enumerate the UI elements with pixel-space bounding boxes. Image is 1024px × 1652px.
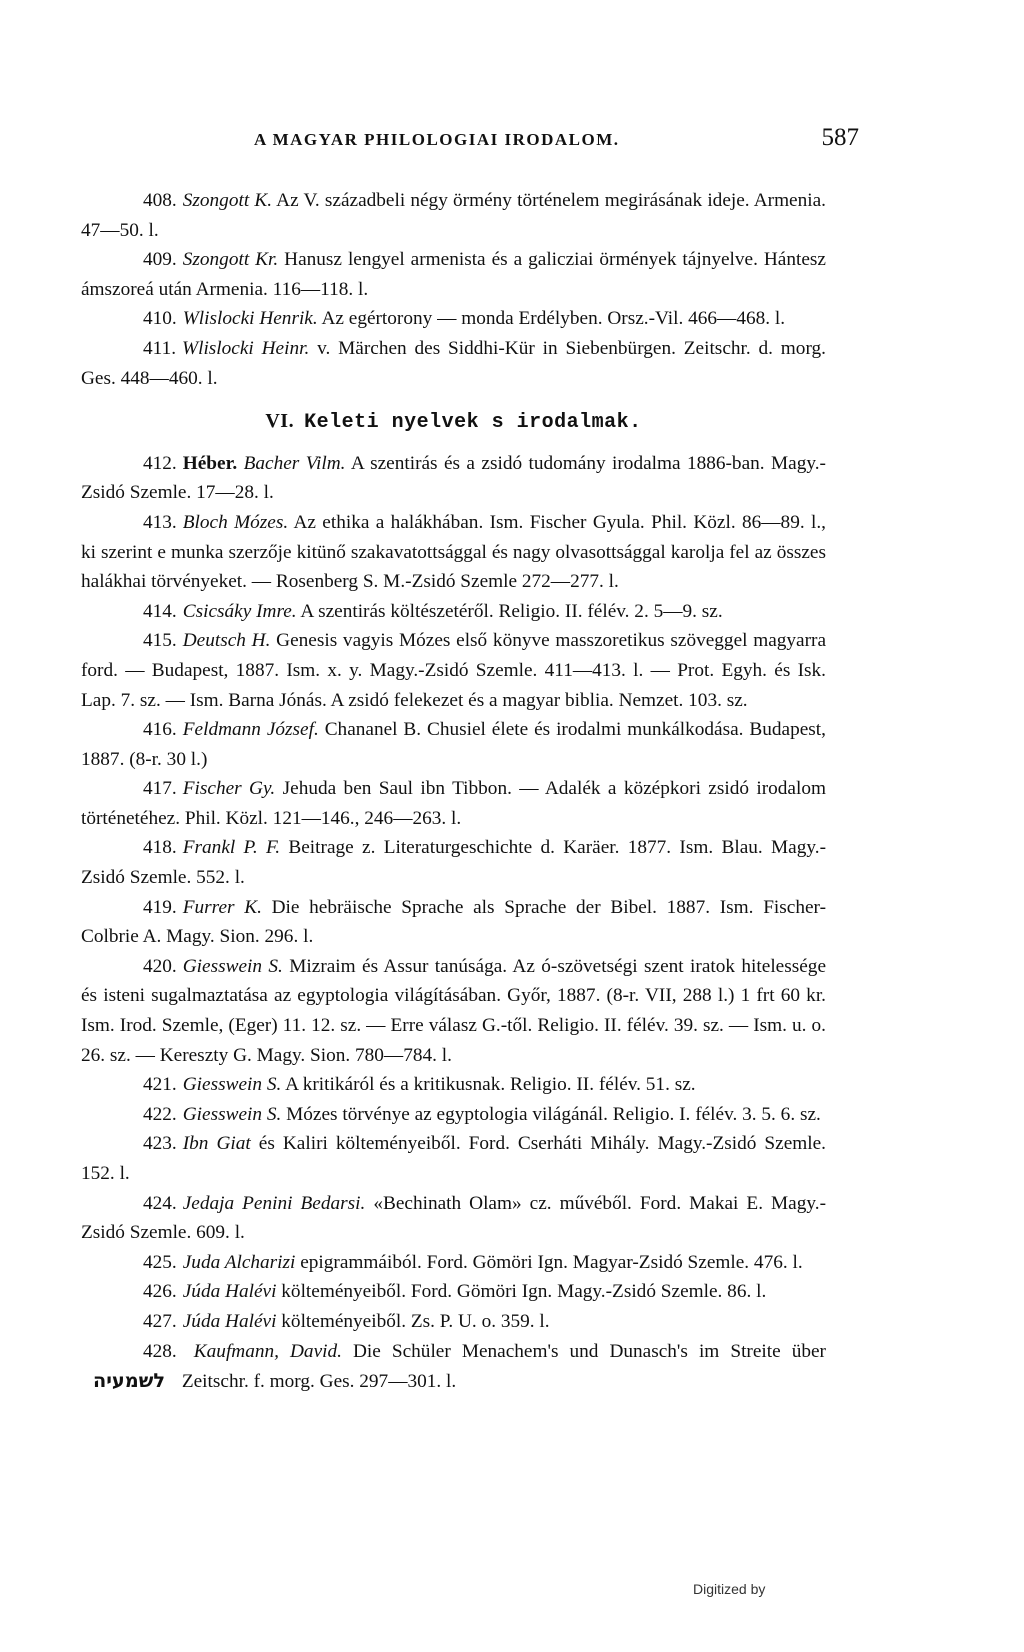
entry-text: Jehuda ben Saul ibn Tibbon. — Adalék a középkori zsidó irodalom történetéhez. Phil. Közl. 121—146., 246—263. l. [81,778,826,829]
bibliography-entry [81,186,826,245]
entry-author: Feldmann József. [182,719,319,741]
entry-text: v. Märchen des Siddhi-Kür in Siebenbürgen. Zeitschr. d. morg. Ges. 448—460. l. [81,337,826,389]
page-header [254,124,859,164]
section-title: Keleti nyelvek s irodalmak. [304,411,642,435]
bibliography-entry [81,1129,826,1188]
entry-number: 427. [143,1310,177,1332]
entry-text: Az V. századbeli négy örmény történelem megirásának ideje. Armenia. 47—50. l. [81,190,826,241]
entry-number: 424. [143,1192,177,1214]
section-heading [81,407,826,438]
entry-author: Giesswein S. [182,955,283,977]
entry-text: A szentirás költészetéről. Religio. II. félév. 2. 5—9. sz. [300,600,723,622]
entry-author: Jedaja Penini Bedarsi. [182,1192,366,1214]
entry-text: Genesis vagyis Mózes első könyve masszoretikus szöveggel magyarra ford. — Budapest, 1887. Ism. x. y. Magy.-Zsidó Szemle. 411—413. l. — Prot. Egyh. és Isk. Lap. 7. sz. — Ism. Barna Jónás. A zsidó felekezet és a magyar biblia. Nemzet. 103. sz. [81,630,827,711]
entry-text: A szentirás és a zsidó tudomány irodalma 1886-ban. Magy.-Zsidó Szemle. 17—28. l. [81,452,826,504]
bibliography-entry [81,715,826,774]
bibliography-entry [81,1070,826,1100]
entry-author: Deutsch H. [182,630,271,652]
bibliography-entry [81,334,826,393]
digitized-by-label: Digitized by [693,1581,766,1597]
entry-number: 425. [143,1251,177,1273]
entry-text-after: Zeitschr. f. morg. Ges. 297—301. l. [181,1371,457,1393]
entry-number: 414. [143,600,177,622]
entry-number: 413. [143,511,177,533]
entry-author: Bloch Mózes. [182,511,289,533]
bibliography-entry [81,1248,826,1278]
entry-author: Júda Halévi [182,1310,277,1332]
entry-author: Giesswein S. [182,1074,282,1096]
page-content [81,186,826,1397]
entry-number: 416. [143,719,177,741]
entry-text: költeményeiből. Zs. P. U. o. 359. l. [281,1310,550,1332]
entry-author: Szongott K. [182,190,273,211]
entry-text: A kritikáról és a kritikusnak. Religio. II. félév. 51. sz. [285,1074,696,1096]
entry-number: 426. [143,1281,177,1303]
entry-author: Wlislocki Henrik. [182,308,318,330]
entry-text: epigrammáiból. Ford. Gömöri Ign. Magyar-Zsidó Szemle. 476. l. [300,1251,803,1273]
bibliography-entry [81,1307,826,1337]
running-head: A MAGYAR PHILOLOGIAI IRODALOM. [254,130,620,149]
page-number: 587 [821,124,859,151]
bibliography-entry [81,245,826,304]
bibliography-entry [81,1277,826,1307]
entry-number: 417. [143,778,177,800]
entries-list-b [81,449,826,1337]
entry-text: Die hebräische Sprache als Sprache der Bibel. 1887. Ism. Fischer-Colbrie A. Magy. Sion. 296. l. [81,896,826,948]
entry-number: 409. [143,249,177,271]
entry-number: 410. [143,308,177,330]
entry-text: Mózes törvénye az egyptologia világánál. Religio. I. félév. 3. 5. 6. sz. [286,1103,821,1125]
entry-number: 420. [143,955,177,977]
entry-author: Szongott Kr. [182,249,279,271]
entry-number: 415. [143,630,177,652]
entry-text: «Bechinath Olam» cz. művéből. Ford. Makai E. Magy.-Zsidó Szemle. 609. l. [81,1192,826,1244]
bibliography-entry [81,626,826,715]
entry-author: Ibn Giat [182,1133,251,1155]
entry-author: Csicsáky Imre. [182,600,297,622]
entry-text: Hanusz lengyel armenista és a galicziai örmények tájnyelve. Hántesz ámszoreá után Armenia. 116—118. l. [81,249,826,300]
entry-text: költeményeiből. Ford. Gömöri Ign. Magy.-Zsidó Szemle. 86. l. [281,1281,767,1303]
entry-author: Júda Halévi [182,1281,277,1303]
entry-number: 421. [143,1074,177,1096]
bibliography-entry [81,774,826,833]
entry-author: Furrer K. [182,896,262,918]
entry-number: 408. [143,190,177,211]
bibliography-entry [81,304,826,334]
entry-author: Frankl P. F. [182,837,281,859]
entries-list-a [81,186,826,393]
bibliography-entry [81,1337,826,1397]
entry-author: Bacher Vilm. [243,452,346,474]
bibliography-entry [81,833,826,892]
entry-number: 411. [143,337,177,359]
entry-text: Mizraim és Assur tanúsága. Az ó-szövetségi szent iratok hitelessége és isteni sugalmaztatása az egyptologia világításában. Győr, 1887. (8-r. VII, 288 l.) 1 frt 60 kr. Ism. Irod. Szemle, (Eger) 11. 12. sz. — Erre válasz G.-től. Religio. II. félév. 39. sz. — Ism. u. o. 26. sz. — Kereszty G. Magy. Sion. 780—784. l. [81,955,827,1066]
entry-author: Giesswein S. [182,1103,282,1125]
entry-text: Die Schüler Menachem's und Dunasch's im Streite über [353,1340,826,1362]
entry-text: Az egértorony — monda Erdélyben. Orsz.-Vil. 466—468. l. [321,308,786,330]
bibliography-entry [81,449,826,508]
bibliography-entry [81,893,826,952]
entry-number: 419. [143,896,177,918]
entry-author: Wlislocki Heinr. [182,337,310,359]
entry-text: Chananel B. Chusiel élete és irodalmi munkálkodása. Budapest, 1887. (8-r. 30 l.) [81,719,826,770]
entry-number: 422. [143,1103,177,1125]
bibliography-entry [81,1100,826,1130]
bibliography-entry [81,1189,826,1248]
entry-author: Kaufmann, David. [193,1340,342,1362]
entry-text: Beitrage z. Literaturgeschichte d. Karäer. 1877. Ism. Blau. Magy.-Zsidó Szemle. 552. l. [81,837,826,889]
hebrew-word: לשמעיה [93,1369,166,1393]
entry-author: Fischer Gy. [182,778,276,800]
entry-number: 412. [143,452,177,474]
bibliography-entry [81,508,826,597]
section-roman-numeral: VI. [265,410,295,433]
entry-lead: Héber. [182,452,238,474]
bibliography-entry [81,952,826,1070]
entry-text: Az ethika a halákhában. Ism. Fischer Gyula. Phil. Közl. 86—89. l., ki szerint e munka szerzője kitünő szakavatottsággal és nagy olvasottsággal karolja fel az összes halákhai törvényeket. — Rosenberg S. M.-Zsidó Szemle 272—277. l. [81,511,826,593]
bibliography-entry [81,597,826,627]
entry-number: 418. [143,837,177,859]
entry-text: és Kaliri költeményeiből. Ford. Cserháti Mihály. Magy.-Zsidó Szemle. 152. l. [81,1133,826,1184]
entry-number: 428. [143,1340,177,1362]
entry-number: 423. [143,1133,177,1155]
entry-author: Juda Alcharizi [182,1251,296,1273]
